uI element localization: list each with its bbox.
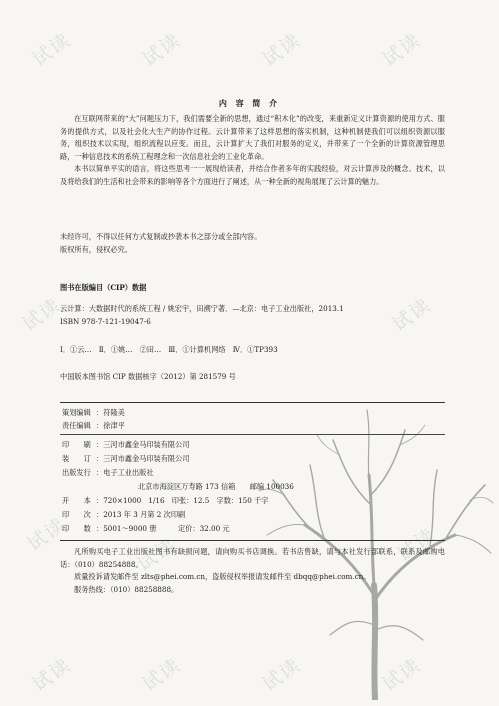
cip-heading: 图书在版编目（CIP）数据	[60, 283, 147, 292]
spec-label: 开 本	[62, 496, 91, 505]
copyright-notice: 版权所有，侵权必究。	[60, 245, 132, 254]
credit-value: 电子工业出版社	[103, 468, 154, 477]
divider	[60, 402, 445, 403]
watermark: 试读	[388, 293, 436, 336]
watermark: 试读	[138, 653, 186, 696]
spec-row: 印 数 ：5001～9000 册 定价：32.00 元	[62, 524, 230, 533]
spec-row: 印 次 ：2013 年 3 月第 2 次印刷	[62, 510, 186, 519]
credit-value: 徐津平	[103, 421, 125, 430]
watermark: 试读	[28, 653, 76, 696]
summary-body	[60, 113, 445, 188]
watermark: 试读	[28, 28, 76, 71]
watermark: 试读	[23, 513, 71, 556]
spec-value: 720×1000 1/16 印张：12.5 字数：150 千字	[103, 496, 269, 505]
watermark: 试读	[133, 533, 181, 576]
spec-label: 印 数	[62, 524, 91, 533]
watermark: 试读	[393, 523, 441, 566]
credit-label: 出版发行	[62, 468, 91, 477]
watermark: 试读	[378, 653, 426, 696]
watermark: 试读	[258, 653, 306, 696]
publisher-address: 北京市海淀区万寿路 173 信箱 邮编 100036	[138, 482, 294, 491]
credit-row: 责任编辑 ：徐津平	[62, 421, 125, 430]
divider	[60, 540, 445, 541]
spec-label: 印 次	[62, 510, 91, 519]
credit-value: 三河市鑫金马印装有限公司	[103, 440, 190, 449]
credit-value: 三河市鑫金马印装有限公司	[103, 454, 190, 463]
summary-paragraph: 在互联网带来的“大”问题压力下，我们需要全新的思想，通过“积木化”的改变，来重新定义计算资源的使用方式、服务的提供方式，以及社会化大生产的协作过程。云计算带来了这样思想的落实机制，这种机制使我们可以组织资源以服务，组织技术以实现，组织流程以应变。而且，云计算扩大了我们对服务的定义，并带来了一个全新的计算资源管理思路，一种信息技术的系统工程理念和一次信息社会的工业化革命。	[60, 114, 445, 161]
spec-value: 5001～9000 册 定价：32.00 元	[103, 524, 230, 533]
watermark: 试读	[138, 28, 186, 71]
summary-title: 内 容 简 介	[218, 98, 281, 108]
copyright-notice: 未经许可，不得以任何方式复制或抄袭本书之部分或全部内容。	[60, 232, 262, 241]
cip-library-number: 中国版本图书馆 CIP 数据核字（2012）第 281579 号	[60, 372, 236, 381]
credit-label: 策划编辑	[62, 408, 91, 417]
cip-line: 云计算：大数据时代的系统工程 / 姚宏宇，田溯宁著．—北京：电子工业出版社，2013.1	[60, 304, 344, 313]
notice-line: 服务热线：（010）88258888。	[74, 584, 179, 594]
notice-line: 质量投诉请发邮件至 zlts@phei.com.cn，盗版侵权举报请发邮件至 dbqq@phei.com.cn。	[74, 572, 371, 581]
cip-classification: Ⅰ．①云… Ⅱ．①姚… ②田… Ⅲ．①计算机网络 Ⅳ．①TP393	[60, 345, 278, 354]
credit-row: 策划编辑 ：符隆美	[62, 408, 125, 417]
credit-label: 责任编辑	[62, 421, 91, 430]
isbn: ISBN 978-7-121-19047-6	[60, 317, 151, 326]
watermark: 试读	[258, 28, 306, 71]
watermark: 试读	[18, 293, 66, 336]
summary-paragraph: 本书以简单平实的语言，将这些思考一一展现给读者，并结合作者多年的实践经验，对云计算涉及的概念、技术，以及将给我们的生活和社会带来的影响等各个方面进行了阐述，从一种全新的视角展现了云计算的魅力。	[60, 164, 445, 186]
divider	[60, 434, 445, 435]
spec-row: 开 本 ：720×1000 1/16 印张：12.5 字数：150 千字	[62, 496, 269, 505]
credit-row: 装 订 ：三河市鑫金马印装有限公司	[62, 454, 190, 463]
spec-value: 2013 年 3 月第 2 次印刷	[103, 510, 186, 519]
watermark: 试读	[378, 28, 426, 71]
credit-label: 装 订	[62, 454, 91, 463]
credit-value: 符隆美	[103, 408, 125, 417]
credit-row: 出版发行 ：电子工业出版社	[62, 468, 154, 477]
credit-label: 印 刷	[62, 440, 91, 449]
credit-row: 印 刷 ：三河市鑫金马印装有限公司	[62, 440, 190, 449]
notice-line: 凡所购买电子工业出版社图书有缺损问题，请向购买书店调换。若书店售缺，请与本社发行部联系，联系及邮购电话：（010）88254888。	[60, 547, 445, 569]
service-notice	[60, 546, 445, 596]
